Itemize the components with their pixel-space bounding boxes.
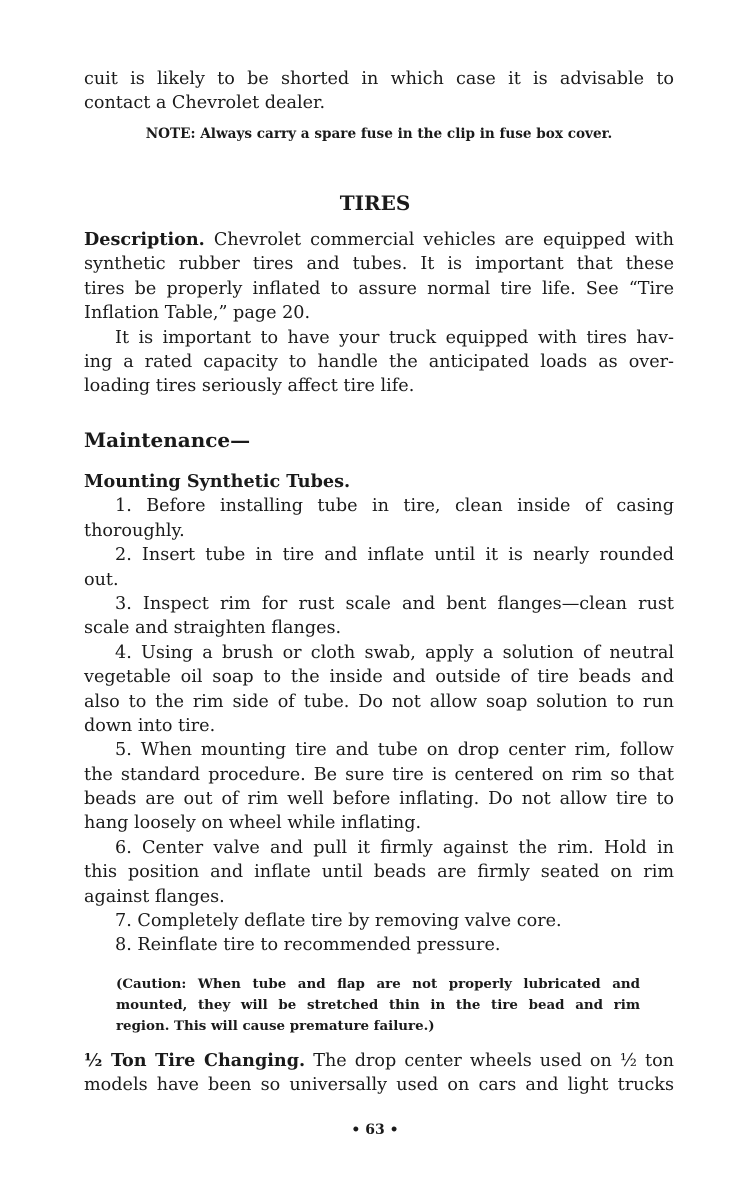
- step-line: against flanges.: [84, 886, 225, 907]
- text-line: models have been so universally used on cars and light trucks: [84, 1075, 674, 1096]
- step-line: hang loosely on wheel while inflating.: [84, 813, 422, 834]
- half-ton-label: ½ Ton Tire Changing.: [84, 1050, 306, 1071]
- step-line: 5. When mounting tire and tube on drop center rim, follow: [115, 740, 674, 761]
- caution-line: (Caution: When tube and flap are not properly lubricated and: [116, 976, 640, 992]
- maintenance-heading: Maintenance—: [84, 428, 251, 452]
- text-line: cuit is likely to be shorted in which case it is advisable to: [84, 69, 674, 89]
- step-line: 2. Insert tube in tire and inflate until it is nearly rounded: [115, 545, 674, 566]
- caution-line: region. This will cause premature failure.): [116, 1018, 435, 1034]
- step-line: 1. Before installing tube in tire, clean inside of casing: [115, 496, 674, 517]
- text-line: ing a rated capacity to handle the anticipated loads as over-: [84, 351, 674, 372]
- step-line: thoroughly.: [84, 520, 185, 541]
- step-line: 6. Center valve and pull it firmly against the rim. Hold in: [115, 837, 674, 858]
- description-paragraph: [84, 228, 674, 399]
- step-line: scale and straighten flanges.: [84, 618, 342, 639]
- caution-note: [116, 974, 640, 1037]
- step-line: 7. Completely deflate tire by removing valve core.: [115, 911, 562, 932]
- fuse-note: NOTE: Always carry a spare fuse in the clip in fuse box cover.: [145, 126, 613, 142]
- step-line: vegetable oil soap to the inside and outside of tire beads and: [84, 667, 674, 688]
- description-label: Description.: [84, 229, 205, 250]
- intro-paragraph: [84, 67, 674, 116]
- text-line: ½ Ton Tire Changing. The drop center wheels used on ½ ton: [84, 1050, 674, 1071]
- step-line: down into tire.: [84, 715, 216, 736]
- mounting-heading: Mounting Synthetic Tubes.: [84, 471, 351, 492]
- step-line: the standard procedure. Be sure tire is centered on rim so that: [84, 764, 674, 785]
- text-line: It is important to have your truck equipped with tires hav-: [115, 327, 674, 348]
- page-number: • 63 •: [351, 1122, 399, 1138]
- text-line: loading tires seriously affect tire life.: [84, 376, 415, 397]
- half-ton-paragraph: [84, 1049, 674, 1098]
- step-line: this position and inflate until beads are firmly seated on rim: [84, 862, 674, 883]
- text-line: synthetic rubber tires and tubes. It is important that these: [84, 254, 674, 275]
- step-line: 4. Using a brush or cloth swab, apply a solution of neutral: [115, 642, 674, 663]
- text-line: Inflation Table,” page 20.: [84, 303, 311, 324]
- text-line: tires be properly inflated to assure normal tire life. See “Tire: [84, 278, 674, 299]
- caution-line: mounted, they will be stretched thin in the tire bead and rim: [116, 997, 640, 1013]
- step-line: beads are out of rim well before inflating. Do not allow tire to: [84, 789, 674, 810]
- step-line: 3. Inspect rim for rust scale and bent flanges—clean rust: [115, 593, 674, 614]
- step-line: 8. Reinflate tire to recommended pressure.: [115, 935, 501, 956]
- steps-section: [84, 470, 674, 958]
- tires-heading: TIRES: [339, 191, 411, 215]
- step-line: out.: [84, 569, 119, 590]
- text-line: Description. Chevrolet commercial vehicles are equipped with: [84, 229, 674, 250]
- text-line: contact a Chevrolet dealer.: [84, 93, 326, 114]
- step-line: also to the rim side of tube. Do not allow soap solution to run: [84, 691, 674, 712]
